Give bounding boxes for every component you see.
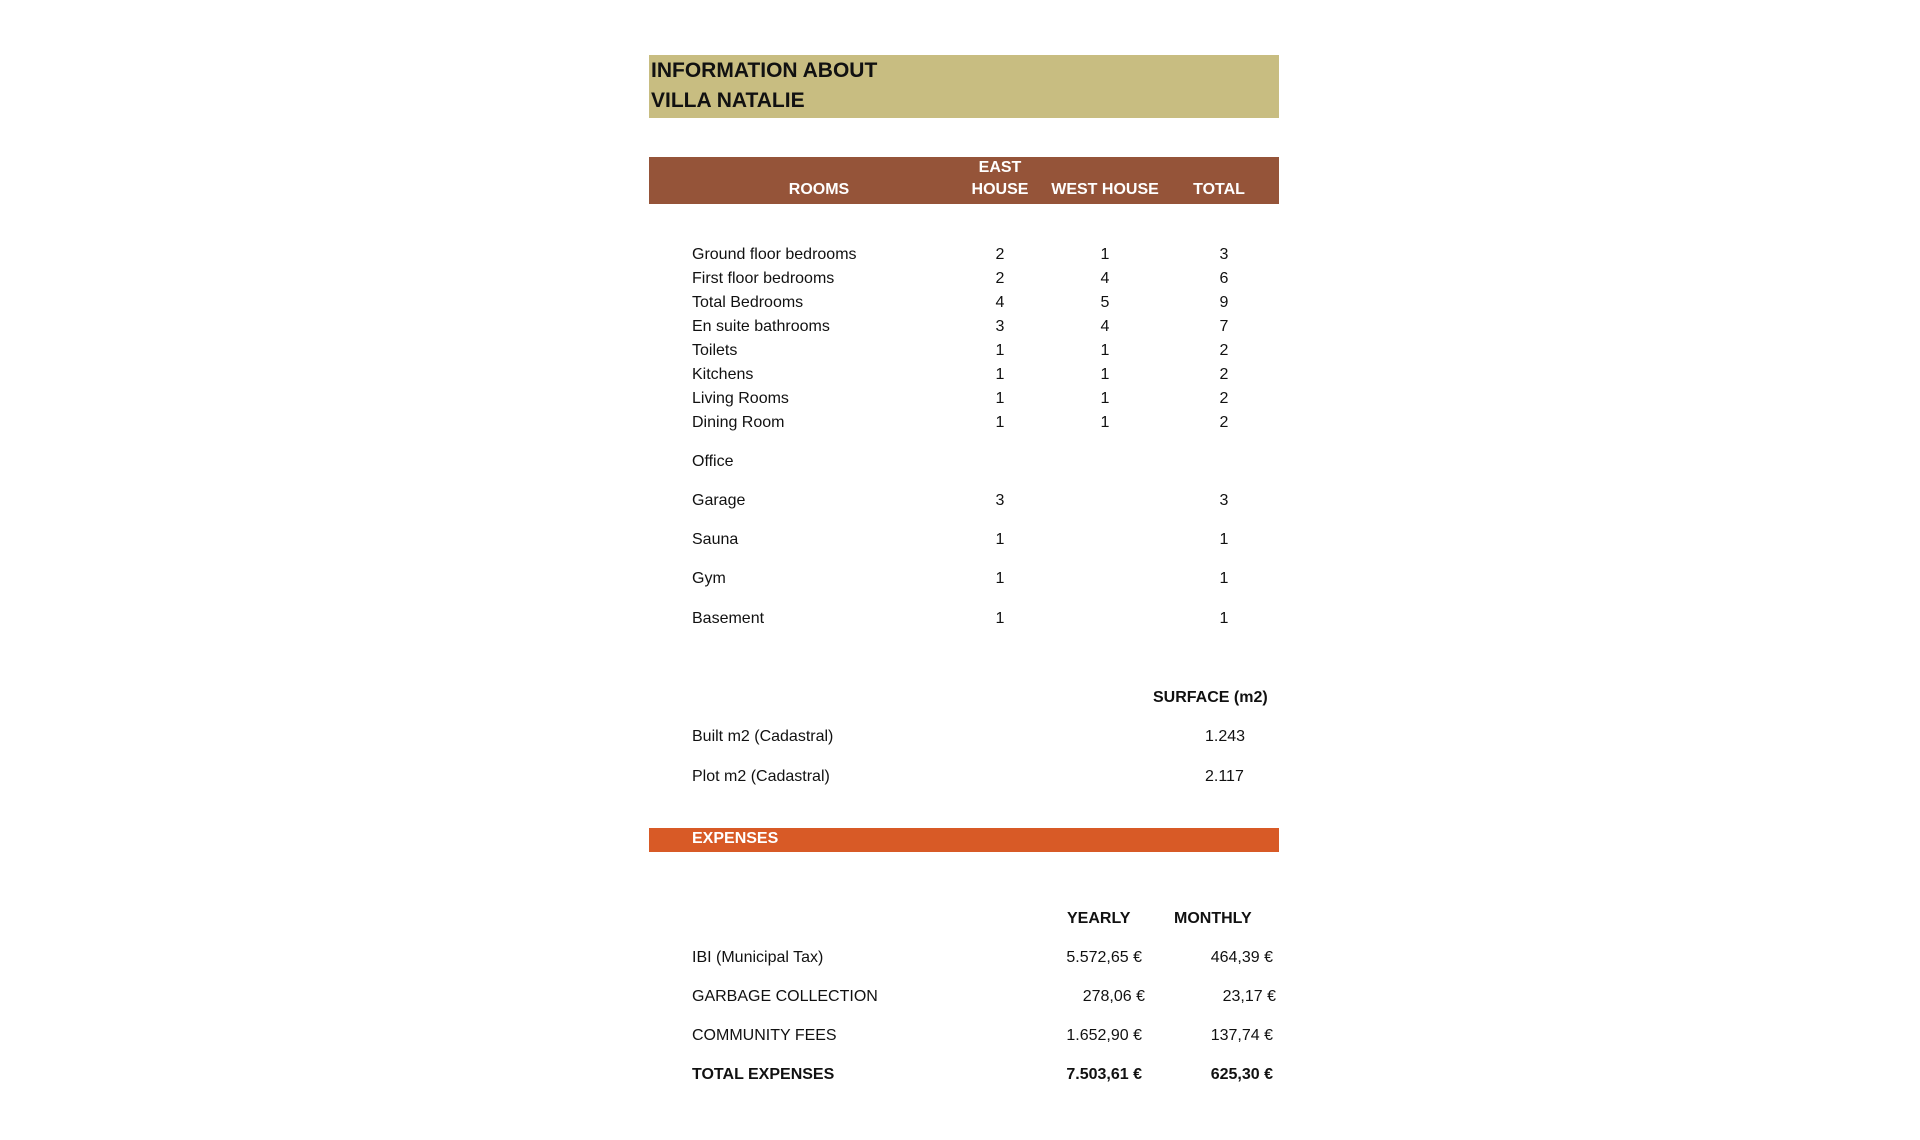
west-value: 1 [1100,366,1110,383]
east-value: 1 [995,342,1005,359]
room-label: First floor bedrooms [692,270,835,287]
room-label: Kitchens [692,366,754,383]
west-value: 4 [1100,318,1110,335]
total-value: 3 [1219,246,1229,263]
east-value: 3 [995,492,1005,509]
room-label: Office [692,453,734,470]
title-line-1: INFORMATION ABOUT [651,59,878,82]
west-value: 1 [1100,342,1110,359]
total-expenses-monthly: 625,30 € [1210,1066,1273,1083]
total-value: 1 [1219,570,1229,587]
surface-label: Plot m2 (Cadastral) [692,768,830,785]
room-label: En suite bathrooms [692,318,830,335]
total-expenses-label: TOTAL EXPENSES [692,1066,835,1083]
total-value: 2 [1219,414,1229,431]
room-label: Total Bedrooms [692,294,804,311]
expense-yearly: 5.572,65 € [1066,949,1142,966]
total-value: 1 [1219,531,1229,548]
east-value: 1 [995,610,1005,627]
total-value: 1 [1219,610,1229,627]
west-value: 4 [1100,270,1110,287]
east-value: 1 [995,414,1005,431]
total-value: 2 [1219,390,1229,407]
expense-monthly: 23,17 € [1222,988,1276,1005]
east-value: 1 [995,570,1005,587]
total-value: 2 [1219,366,1229,383]
expense-yearly: 1.652,90 € [1066,1027,1142,1044]
east-value: 2 [995,270,1005,287]
surface-value: 2.117 [1205,768,1244,785]
expense-yearly: 278,06 € [1082,988,1145,1005]
total-value: 6 [1219,270,1229,287]
expense-label: GARBAGE COLLECTION [692,988,878,1005]
expense-label: IBI (Municipal Tax) [692,949,824,966]
total-expenses-yearly: 7.503,61 € [1066,1066,1142,1083]
room-label: Dining Room [692,414,785,431]
expense-monthly: 464,39 € [1210,949,1273,966]
east-value: 1 [995,390,1005,407]
east-value: 1 [995,531,1005,548]
west-value: 5 [1100,294,1110,311]
total-value: 9 [1219,294,1229,311]
spreadsheet-page [649,0,1279,1140]
total-value: 2 [1219,342,1229,359]
expense-monthly: 137,74 € [1210,1027,1273,1044]
total-header: TOTAL [1193,181,1245,198]
monthly-header: MONTHLY [1174,910,1252,927]
room-label: Living Rooms [692,390,789,407]
surface-label: Built m2 (Cadastral) [692,728,834,745]
expenses-label: EXPENSES [692,830,779,847]
surface-header: SURFACE (m2) [1153,689,1268,706]
room-label: Gym [692,570,726,587]
room-label: Toilets [692,342,738,359]
west-value: 1 [1100,246,1110,263]
east-house-header-line-2: HOUSE [971,181,1029,198]
total-value: 7 [1219,318,1229,335]
west-value: 1 [1100,414,1110,431]
east-value: 3 [995,318,1005,335]
expense-label: COMMUNITY FEES [692,1027,837,1044]
total-value: 3 [1219,492,1229,509]
west-value: 1 [1100,390,1110,407]
yearly-header: YEARLY [1067,910,1131,927]
expenses-band [649,828,1279,852]
room-label: Garage [692,492,746,509]
room-label: Basement [692,610,765,627]
surface-value: 1.243 [1205,728,1246,745]
room-label: Sauna [692,531,739,548]
east-value: 4 [995,294,1005,311]
room-label: Ground floor bedrooms [692,246,857,263]
east-value: 1 [995,366,1005,383]
east-house-header-line-1: EAST [978,159,1022,176]
title-band [649,55,1279,118]
west-house-header: WEST HOUSE [1051,181,1159,198]
rooms-header-band [649,157,1279,204]
east-value: 2 [995,246,1005,263]
rooms-header: ROOMS [788,181,850,198]
title-line-2: VILLA NATALIE [651,89,805,112]
